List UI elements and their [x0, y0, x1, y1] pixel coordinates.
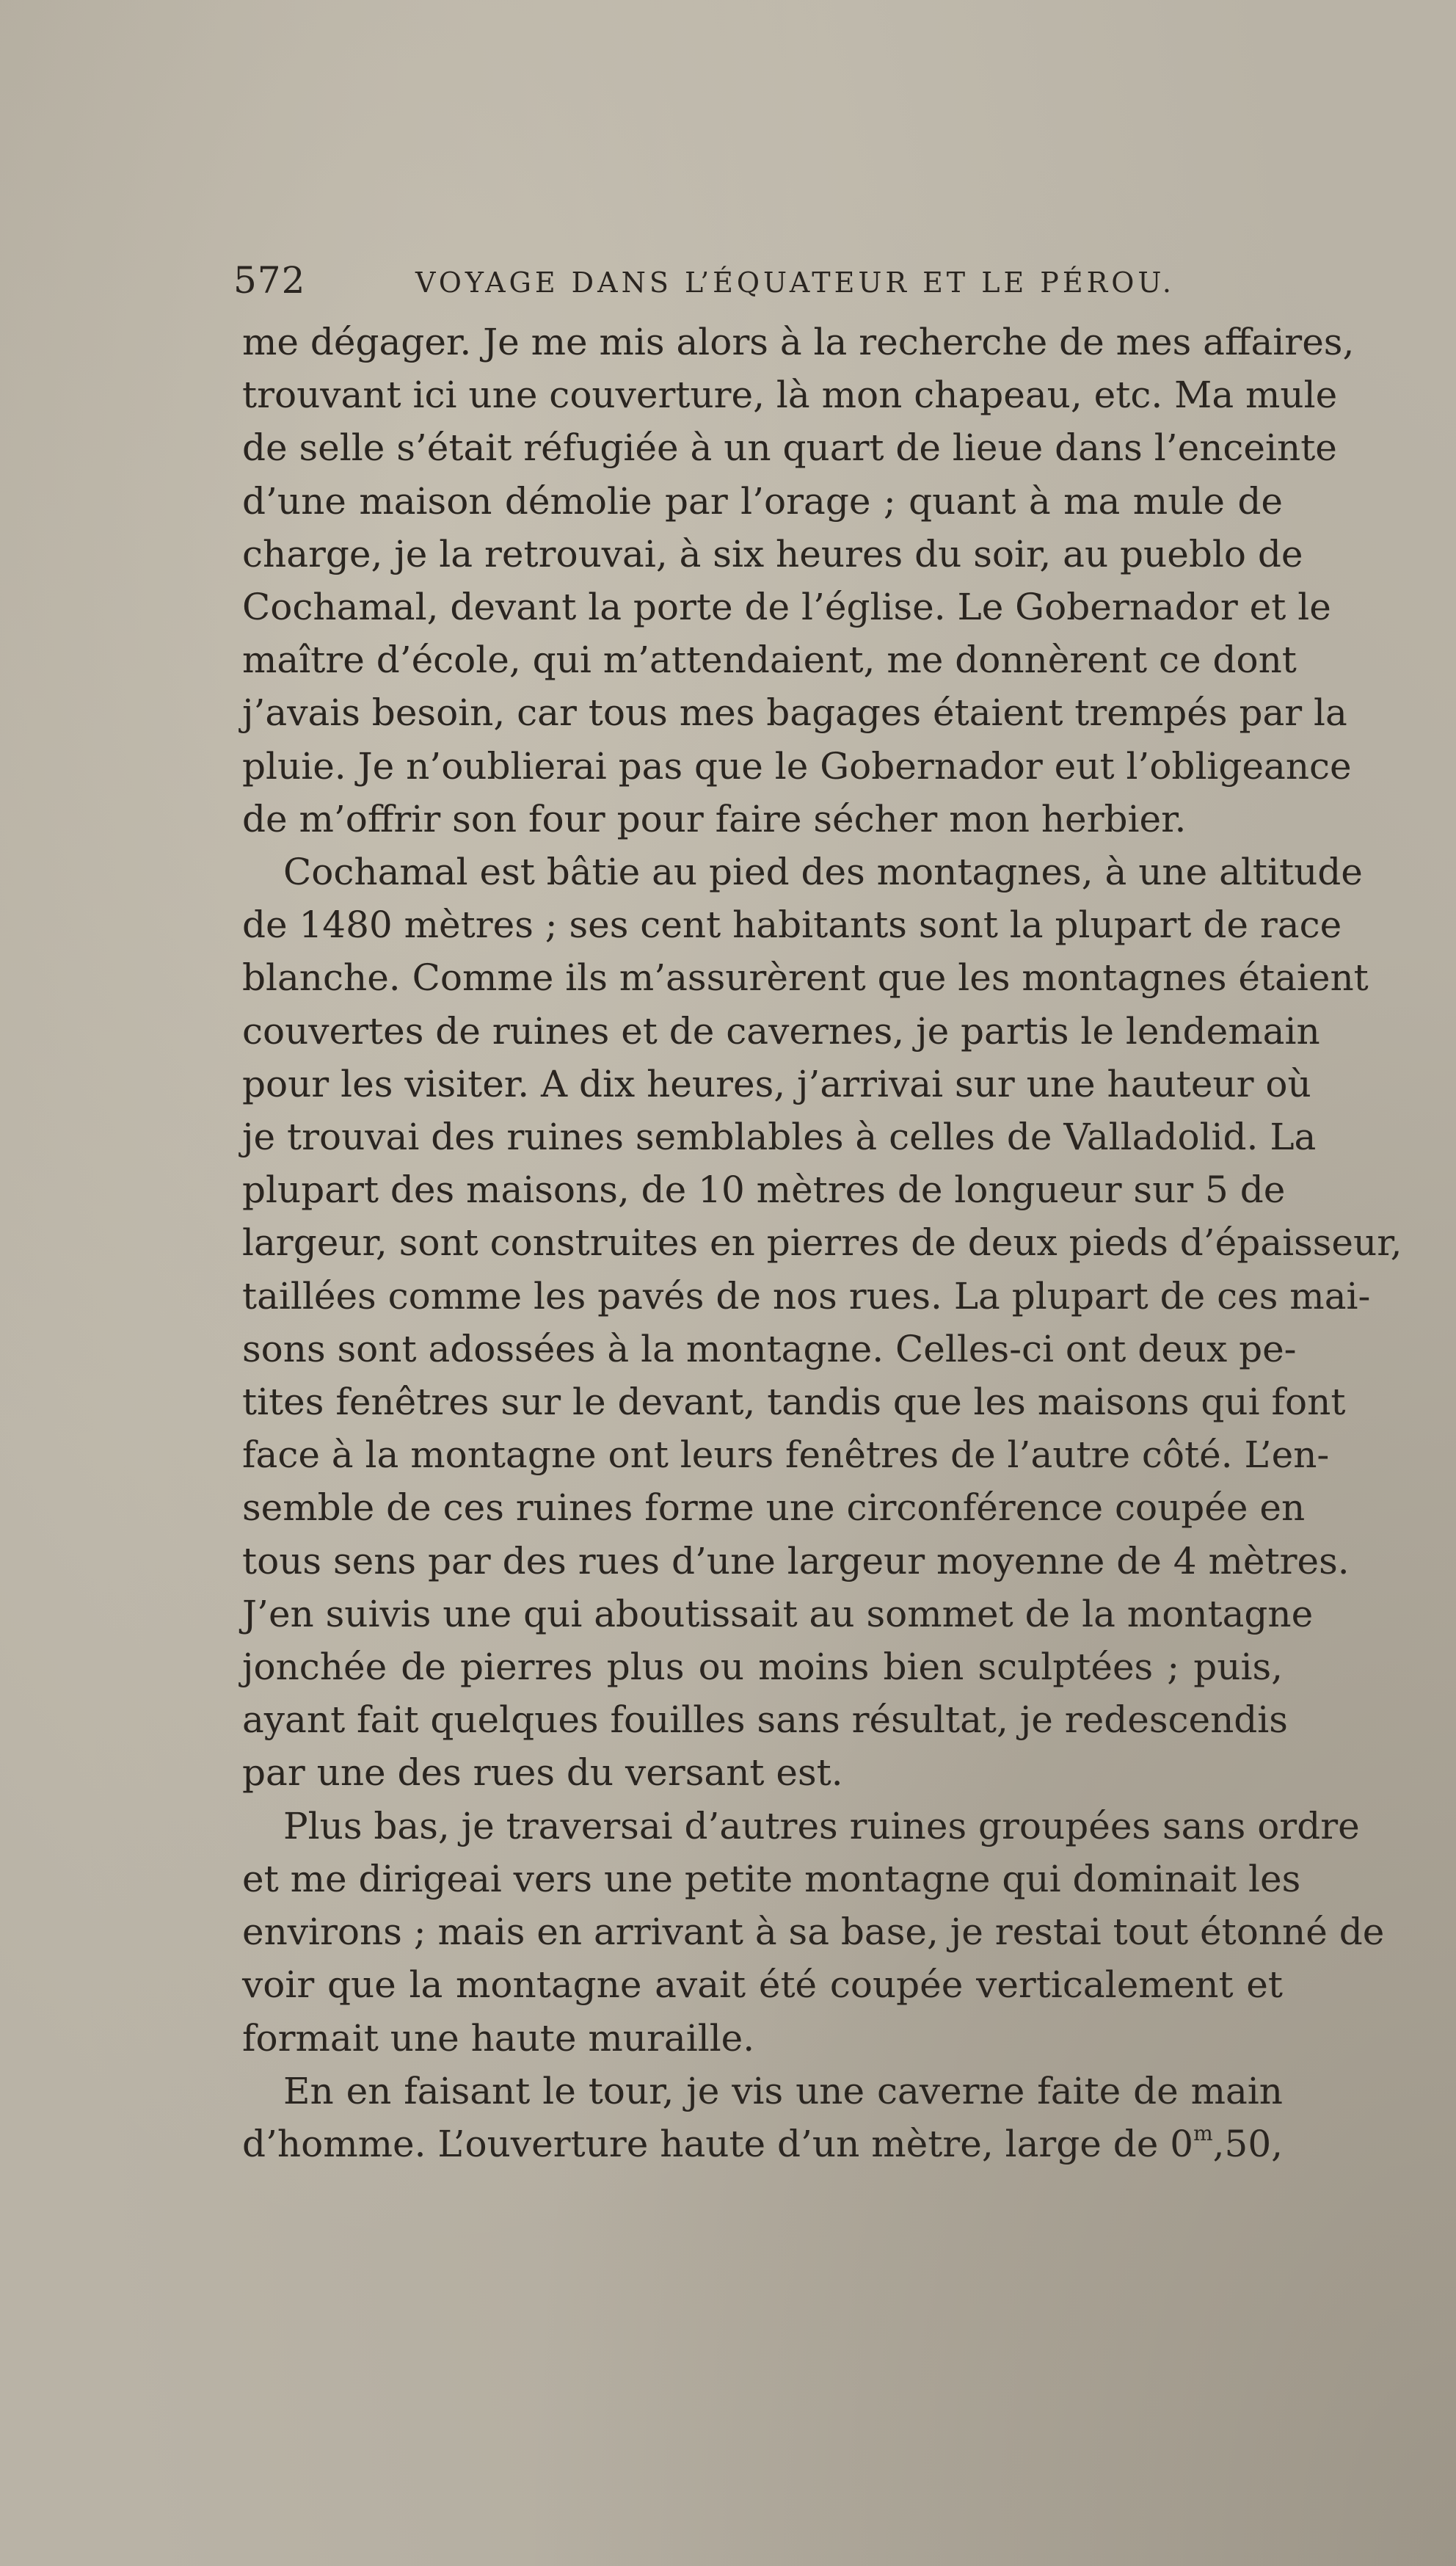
text-line: de m’offrir son four pour faire sécher mon herbier. — [242, 797, 1187, 840]
text-line: charge, je la retrouvai, à six heures du soir, au pueblo de — [242, 532, 1303, 575]
paragraph-1 — [242, 316, 1355, 846]
text-line: d’une maison démolie par l’orage ; quant à ma mule de — [242, 479, 1283, 523]
text-fragment: d’homme. L’ouverture haute d’un mètre, large de 0 — [242, 2122, 1194, 2165]
running-head: VOYAGE DANS L’ÉQUATEUR ET LE PÉROU. — [415, 266, 1175, 299]
page-header — [233, 258, 1290, 310]
text-line: de 1480 mètres ; ses cent habitants sont la plupart de race — [242, 904, 1342, 947]
text-fragment: ,50, — [1212, 2122, 1284, 2165]
text-line: jonchée de pierres plus ou moins bien sculptées ; puis, — [242, 1646, 1283, 1689]
text-line: Cochamal est bâtie au pied des montagnes, à une altitude — [283, 851, 1363, 894]
text-line: pour les visiter. A dix heures, j’arrivai sur une hauteur où — [242, 1062, 1311, 1105]
text-line: pluie. Je n’oublierai pas que le Gobernador eut l’obligeance — [242, 744, 1352, 788]
text-line: et me dirigeai vers une petite montagne qui dominait les — [242, 1857, 1301, 1900]
text-line: blanche. Comme ils m’assurèrent que les montagnes étaient — [242, 956, 1369, 1000]
text-line: largeur, sont construites en pierres de deux pieds d’épaisseur, — [242, 1221, 1402, 1265]
text-line: je trouvai des ruines semblables à celles de Valladolid. La — [242, 1116, 1317, 1159]
text-line: face à la montagne ont leurs fenêtres de l’autre côté. L’en- — [242, 1433, 1330, 1477]
text-line: me dégager. Je me mis alors à la recherche de mes affaires, — [242, 321, 1355, 363]
text-line: environs ; mais en arrivant à sa base, je restai tout étonné de — [242, 1911, 1385, 1954]
text-line: couvertes de ruines et de cavernes, je partis le lendemain — [242, 1009, 1320, 1053]
text-line: plupart des maisons, de 10 mètres de longueur sur 5 de — [242, 1168, 1286, 1212]
text-line: semble de ces ruines forme une circonférence coupée en — [242, 1486, 1306, 1530]
text-line: par une des rues du versant est. — [242, 1751, 843, 1795]
text-line: taillées comme les pavés de nos rues. La plupart de ces mai- — [242, 1274, 1371, 1317]
text-line: En en faisant le tour, je vis une caverne faite de main — [283, 2069, 1283, 2112]
paragraph-2 — [242, 846, 1402, 1800]
text-line: Plus bas, je traversai d’autres ruines groupées sans ordre — [283, 1804, 1360, 1847]
paragraph-4 — [242, 2065, 1283, 2170]
text-line: tites fenêtres sur le devant, tandis que les maisons qui font — [242, 1381, 1346, 1424]
text-line: ayant fait quelques fouilles sans résultat, je redescendis — [242, 1698, 1288, 1742]
text-line-with-superscript — [242, 2118, 1283, 2170]
paragraph-3 — [242, 1800, 1385, 2065]
text-line: Cochamal, devant la porte de l’église. Le Gobernador et le — [242, 586, 1331, 629]
text-line: formait une haute muraille. — [242, 2016, 755, 2060]
text-line: voir que la montagne avait été coupée verticalement et — [242, 1963, 1283, 2007]
text-line: sons sont adossées à la montagne. Celles-ci ont deux pe- — [242, 1327, 1297, 1370]
page-number: 572 — [233, 259, 306, 302]
text-line: maître d’école, qui m’attendaient, me donnèrent ce dont — [242, 639, 1297, 682]
text-line: de selle s’était réfugiée à un quart de lieue dans l’enceinte — [242, 426, 1337, 470]
text-line: J’en suivis une qui aboutissait au sommet de la montagne — [242, 1592, 1314, 1635]
text-line: j’avais besoin, car tous mes bagages étaient trempés par la — [242, 691, 1347, 735]
text-line: trouvant ici une couverture, là mon chapeau, etc. Ma mule — [242, 374, 1338, 417]
superscript-unit: m — [1193, 2120, 1213, 2145]
text-line: tous sens par des rues d’une largeur moyenne de 4 mètres. — [242, 1539, 1350, 1582]
body-text — [242, 316, 1402, 2170]
